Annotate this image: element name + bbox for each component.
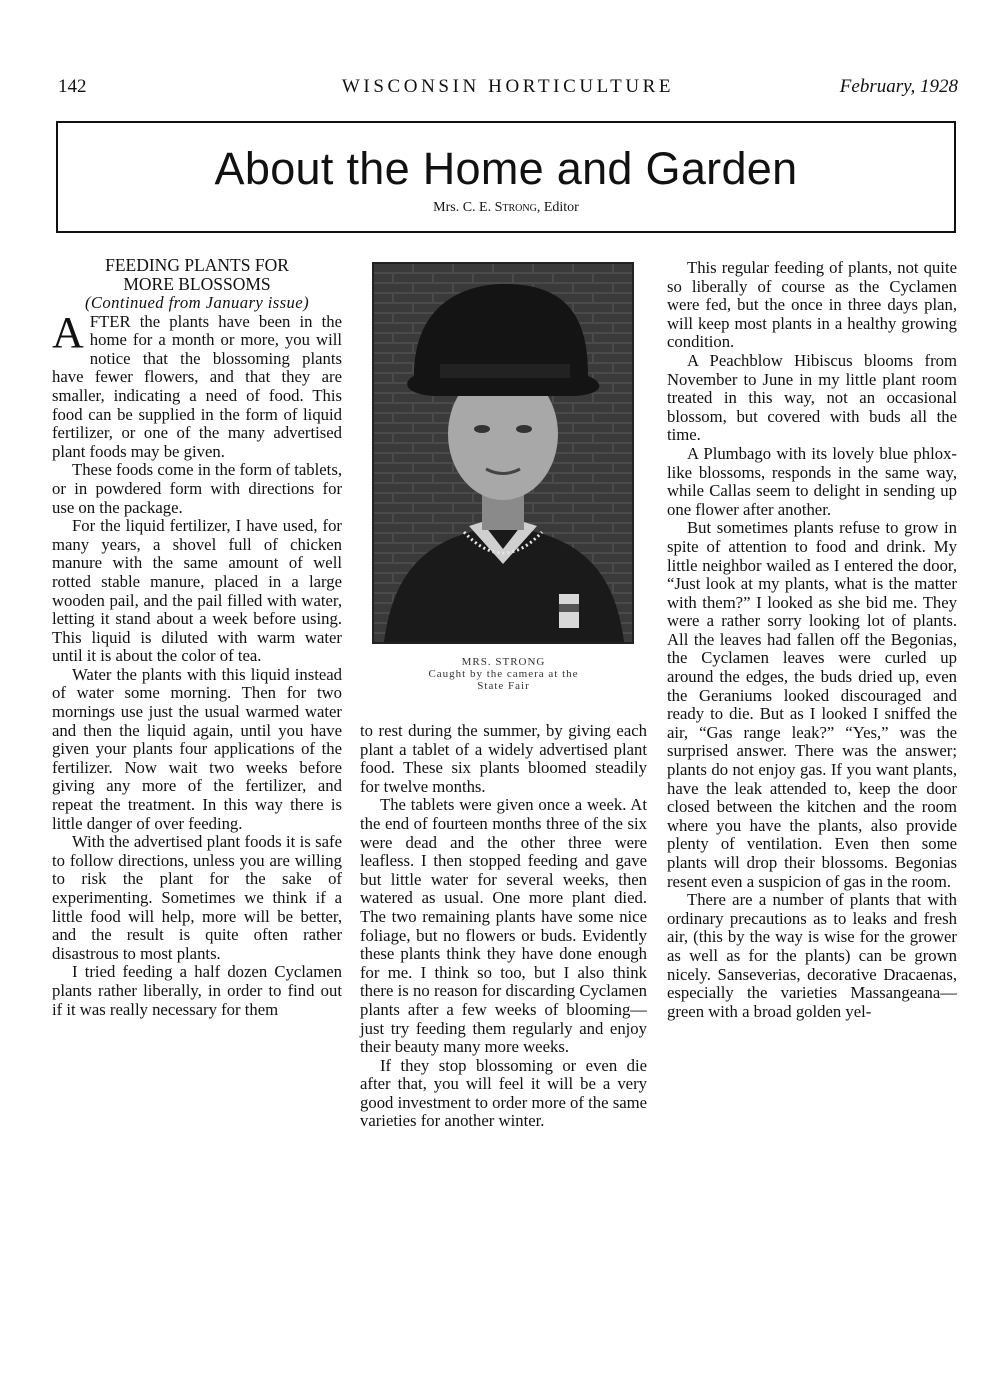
paragraph: For the liquid fertilizer, I have used, for many years, a shovel full of chicken manure with the same amount of well rotted stable manure, placed in a large wooden pail, and the pail filled with water, letting it stand about a week before using. This liquid is diluted with warm water until it is about the color of tea. xyxy=(52,516,342,666)
article-heading-line1: FEEDING PLANTS FOR xyxy=(105,255,289,275)
paragraph: There are a number of plants that with ordinary precautions as to leaks and fresh air, (this by the way is wise for the grower as well as for the plants) can be grown nicely. Sanseverias, decorative Dracaenas, especially the varieties Massangeana—green with a broad golden yel- xyxy=(667,890,957,1021)
portrait-illustration xyxy=(374,264,632,642)
paragraph: If they stop blossoming or even die after that, you will feel it will be a very good investment to order more of the same varieties for another winter. xyxy=(360,1055,647,1131)
portrait-photo xyxy=(372,262,634,644)
continued-note: (Continued from January issue) xyxy=(84,293,310,312)
photo-caption xyxy=(360,656,647,692)
caption-line1: MRS. STRONG xyxy=(461,656,546,668)
column-2 xyxy=(360,722,647,1131)
running-head xyxy=(58,76,958,102)
paragraph: This regular feeding of plants, not quite so liberally of course as the Cyclamen were fed, but the once in three days plan, will keep most plants in a healthy growing condition. xyxy=(667,258,957,352)
column-3 xyxy=(667,259,957,1021)
paragraph: With the advertised plant foods it is safe to follow directions, unless you are willing to risk the plant for the sake of experimenting. Sometimes we think if a little food will help, more will be better, and the result is quite often rather disastrous to most plants. xyxy=(52,832,342,963)
caption-line2: Caught by the camera at the xyxy=(428,668,579,680)
paragraph: These foods come in the form of tablets, or in powdered form with directions for use on the package. xyxy=(52,460,342,517)
paragraph: A Peachblow Hibiscus blooms from November to June in my little plant room treated in this way, not an occasional blossom, but covered with buds all the time. xyxy=(667,350,957,445)
paragraph: to rest during the summer, by giving each plant a tablet of a widely advertised plant food. These six plants bloomed steadily for twelve months. xyxy=(360,721,647,796)
column-1 xyxy=(52,256,342,1019)
editor-suffix: , Editor xyxy=(536,200,579,215)
paragraph: A Plumbago with its lovely blue phlox-like blossoms, responds in the same way, while Callas seem to delight in sending up one flower after another. xyxy=(667,443,957,519)
editor-prefix: Mrs. C. E. xyxy=(433,200,495,215)
page-number: 142 xyxy=(58,76,87,97)
paragraph: But sometimes plants refuse to grow in spite of attention to food and drink. My little neighbor wailed as I entered the door, “Just look at my plants, what is the matter with them?” I looked as she bid me. They were a rather sorry looking lot of plants. All the leaves had fallen off the Begonias, the Cyclamen leaves were curled up around the edges, the buds dried up, even the Geraniums looked discouraged and ready to die. But as I looked I sniffed the air, “Gas range leak?” “Yes,” was the surprised answer. There was the answer; plants do not enjoy gas. If you want plants, have the leak attended to, keep the door closed between the kitchen and the room where you have the plants, also provide plenty of ventilation. Even then some plants will drop their blossoms. Begonias resent even a suspicion of gas in the room. xyxy=(667,518,957,891)
paragraph-text: FTER the plants have been in the home for a month or more, you will notice that the blossoming plants have fewer flowers, and that they are smaller, indicating a need of food. This food can be supplied in the form of liquid fertilizer, or one of the many advertised plant foods may be given. xyxy=(52,311,342,461)
caption-line3: State Fair xyxy=(477,680,530,692)
paragraph xyxy=(52,307,342,462)
paragraph: I tried feeding a half dozen Cyclamen plants rather liberally, in order to find out if it was really necessary for them xyxy=(52,962,342,1019)
title-box xyxy=(56,121,956,233)
journal-title: WISCONSIN HORTICULTURE xyxy=(341,76,675,97)
article-heading-line2: MORE BLOSSOMS xyxy=(123,274,271,294)
section-title: About the Home and Garden xyxy=(214,143,798,194)
paragraph: The tablets were given once a week. At the end of fourteen months three of the six were dead and the other three were leafless. I then stopped feeding and gave but little water for several weeks, then watered as usual. One more plant died. The two remaining plants have some nice foliage, but no flowers or buds. Evidently these plants think they have done enough for me. I think so too, but I also think there is no reason for discarding Cyclamen plants after a few weeks of blooming—just try feeding them regularly and enjoy their beauty many more weeks. xyxy=(360,795,647,1057)
issue-date: February, 1928 xyxy=(839,76,958,97)
paragraph: Water the plants with this liquid instead of water some morning. Then for two mornings use just the usual warmed water and then the liquid again, until you have given your plants four applications of the fertilizer. Now wait two weeks before giving any more of the fertilizer, and repeat the treatment. In this way there is little danger of over feeding. xyxy=(52,664,342,833)
drop-cap: A xyxy=(52,307,84,357)
editor-name: Strong xyxy=(494,200,537,215)
editor-credit xyxy=(58,200,954,216)
